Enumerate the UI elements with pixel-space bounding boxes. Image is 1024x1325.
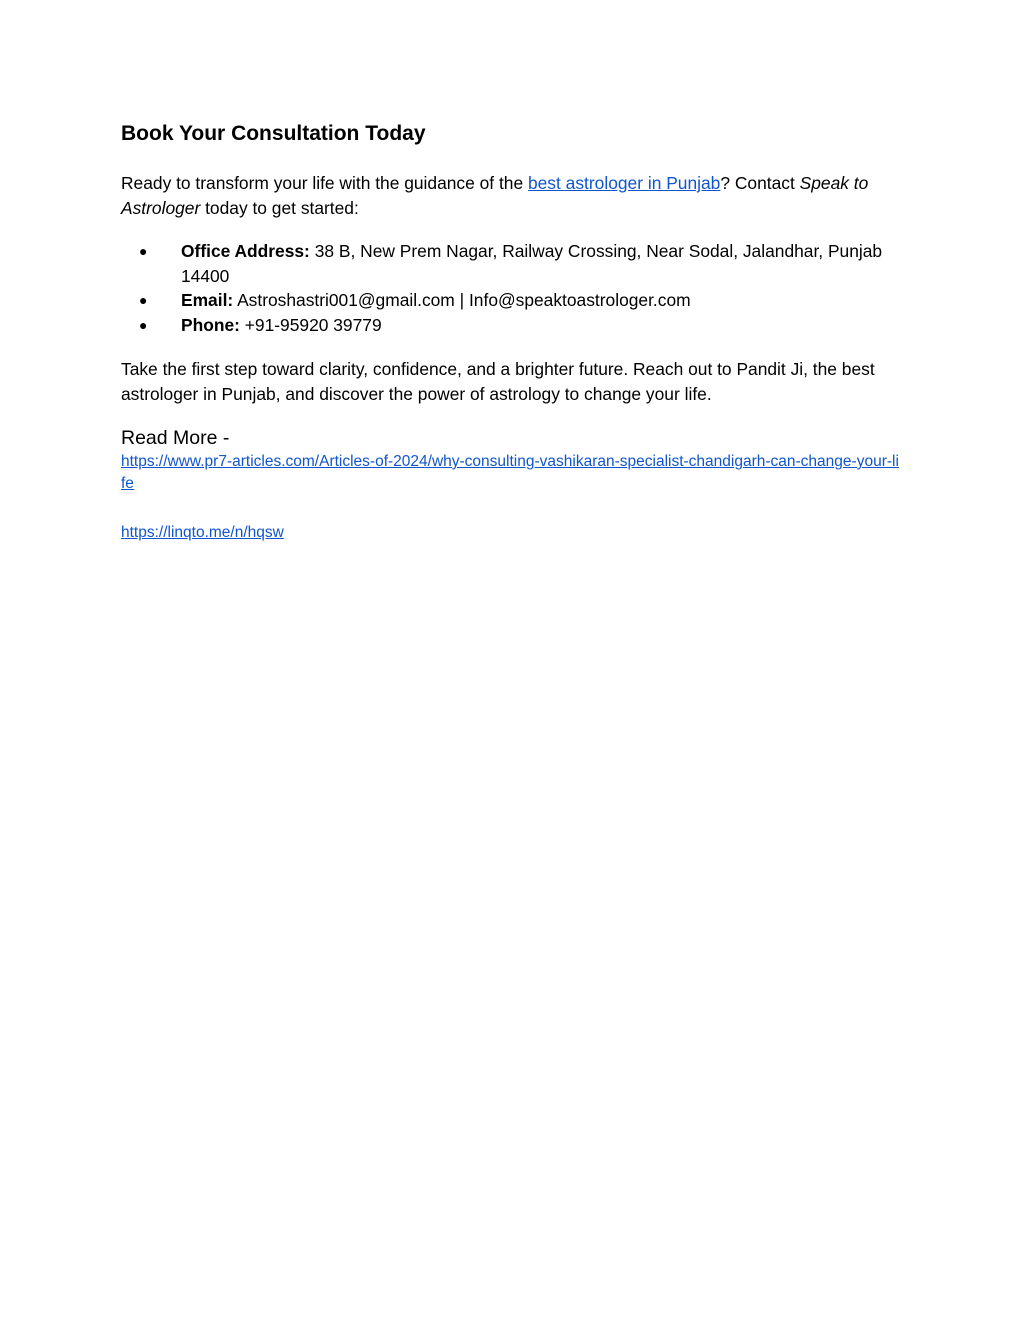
address-label: Office Address:: [181, 241, 310, 261]
bullet-icon: ●: [139, 243, 148, 259]
list-item-phone: [121, 313, 906, 338]
intro-text-contact: ? Contact: [720, 173, 800, 193]
intro-text-end: today to get started:: [200, 197, 359, 218]
brand-name: Speak to Astrologer: [121, 173, 869, 218]
address-value: 38 B, New Prem Nagar, Railway Crossing, Near Sodal, Jalandhar, Punjab 14400: [181, 241, 883, 286]
closing-paragraph: Take the first step toward clarity, confidence, and a brighter future. Reach out to Pandit Ji, the best astrologer in Punjab, and discover the power of astrology to change your life.: [121, 359, 875, 404]
read-more-section: [121, 425, 906, 495]
intro-paragraph: [121, 171, 906, 220]
email-value: Astroshastri001@gmail.com | Info@speaktoastrologer.com: [233, 290, 691, 310]
list-item-address: [121, 239, 906, 288]
read-more-link[interactable]: https://www.pr7-articles.com/Articles-of-2024/why-consulting-vashikaran-specialist-chandigarh-can-change-your-life: [121, 453, 899, 492]
list-item-email: [121, 288, 906, 313]
intro-text-start: Ready to transform your life with the guidance of the: [121, 173, 528, 193]
short-link[interactable]: https://linqto.me/n/hqsw: [121, 524, 284, 541]
bullet-icon: ●: [139, 292, 148, 308]
contact-list: [121, 239, 906, 337]
email-label: Email:: [181, 290, 234, 310]
phone-label: Phone:: [181, 314, 240, 335]
best-astrologer-link[interactable]: best astrologer in Punjab: [527, 173, 721, 193]
page-title: Book Your Consultation Today: [121, 122, 426, 145]
read-more-label: Read More -: [121, 427, 230, 449]
phone-value: +91-95920 39779: [239, 314, 382, 335]
short-link-paragraph: [121, 522, 284, 544]
bullet-icon: ●: [139, 316, 148, 333]
